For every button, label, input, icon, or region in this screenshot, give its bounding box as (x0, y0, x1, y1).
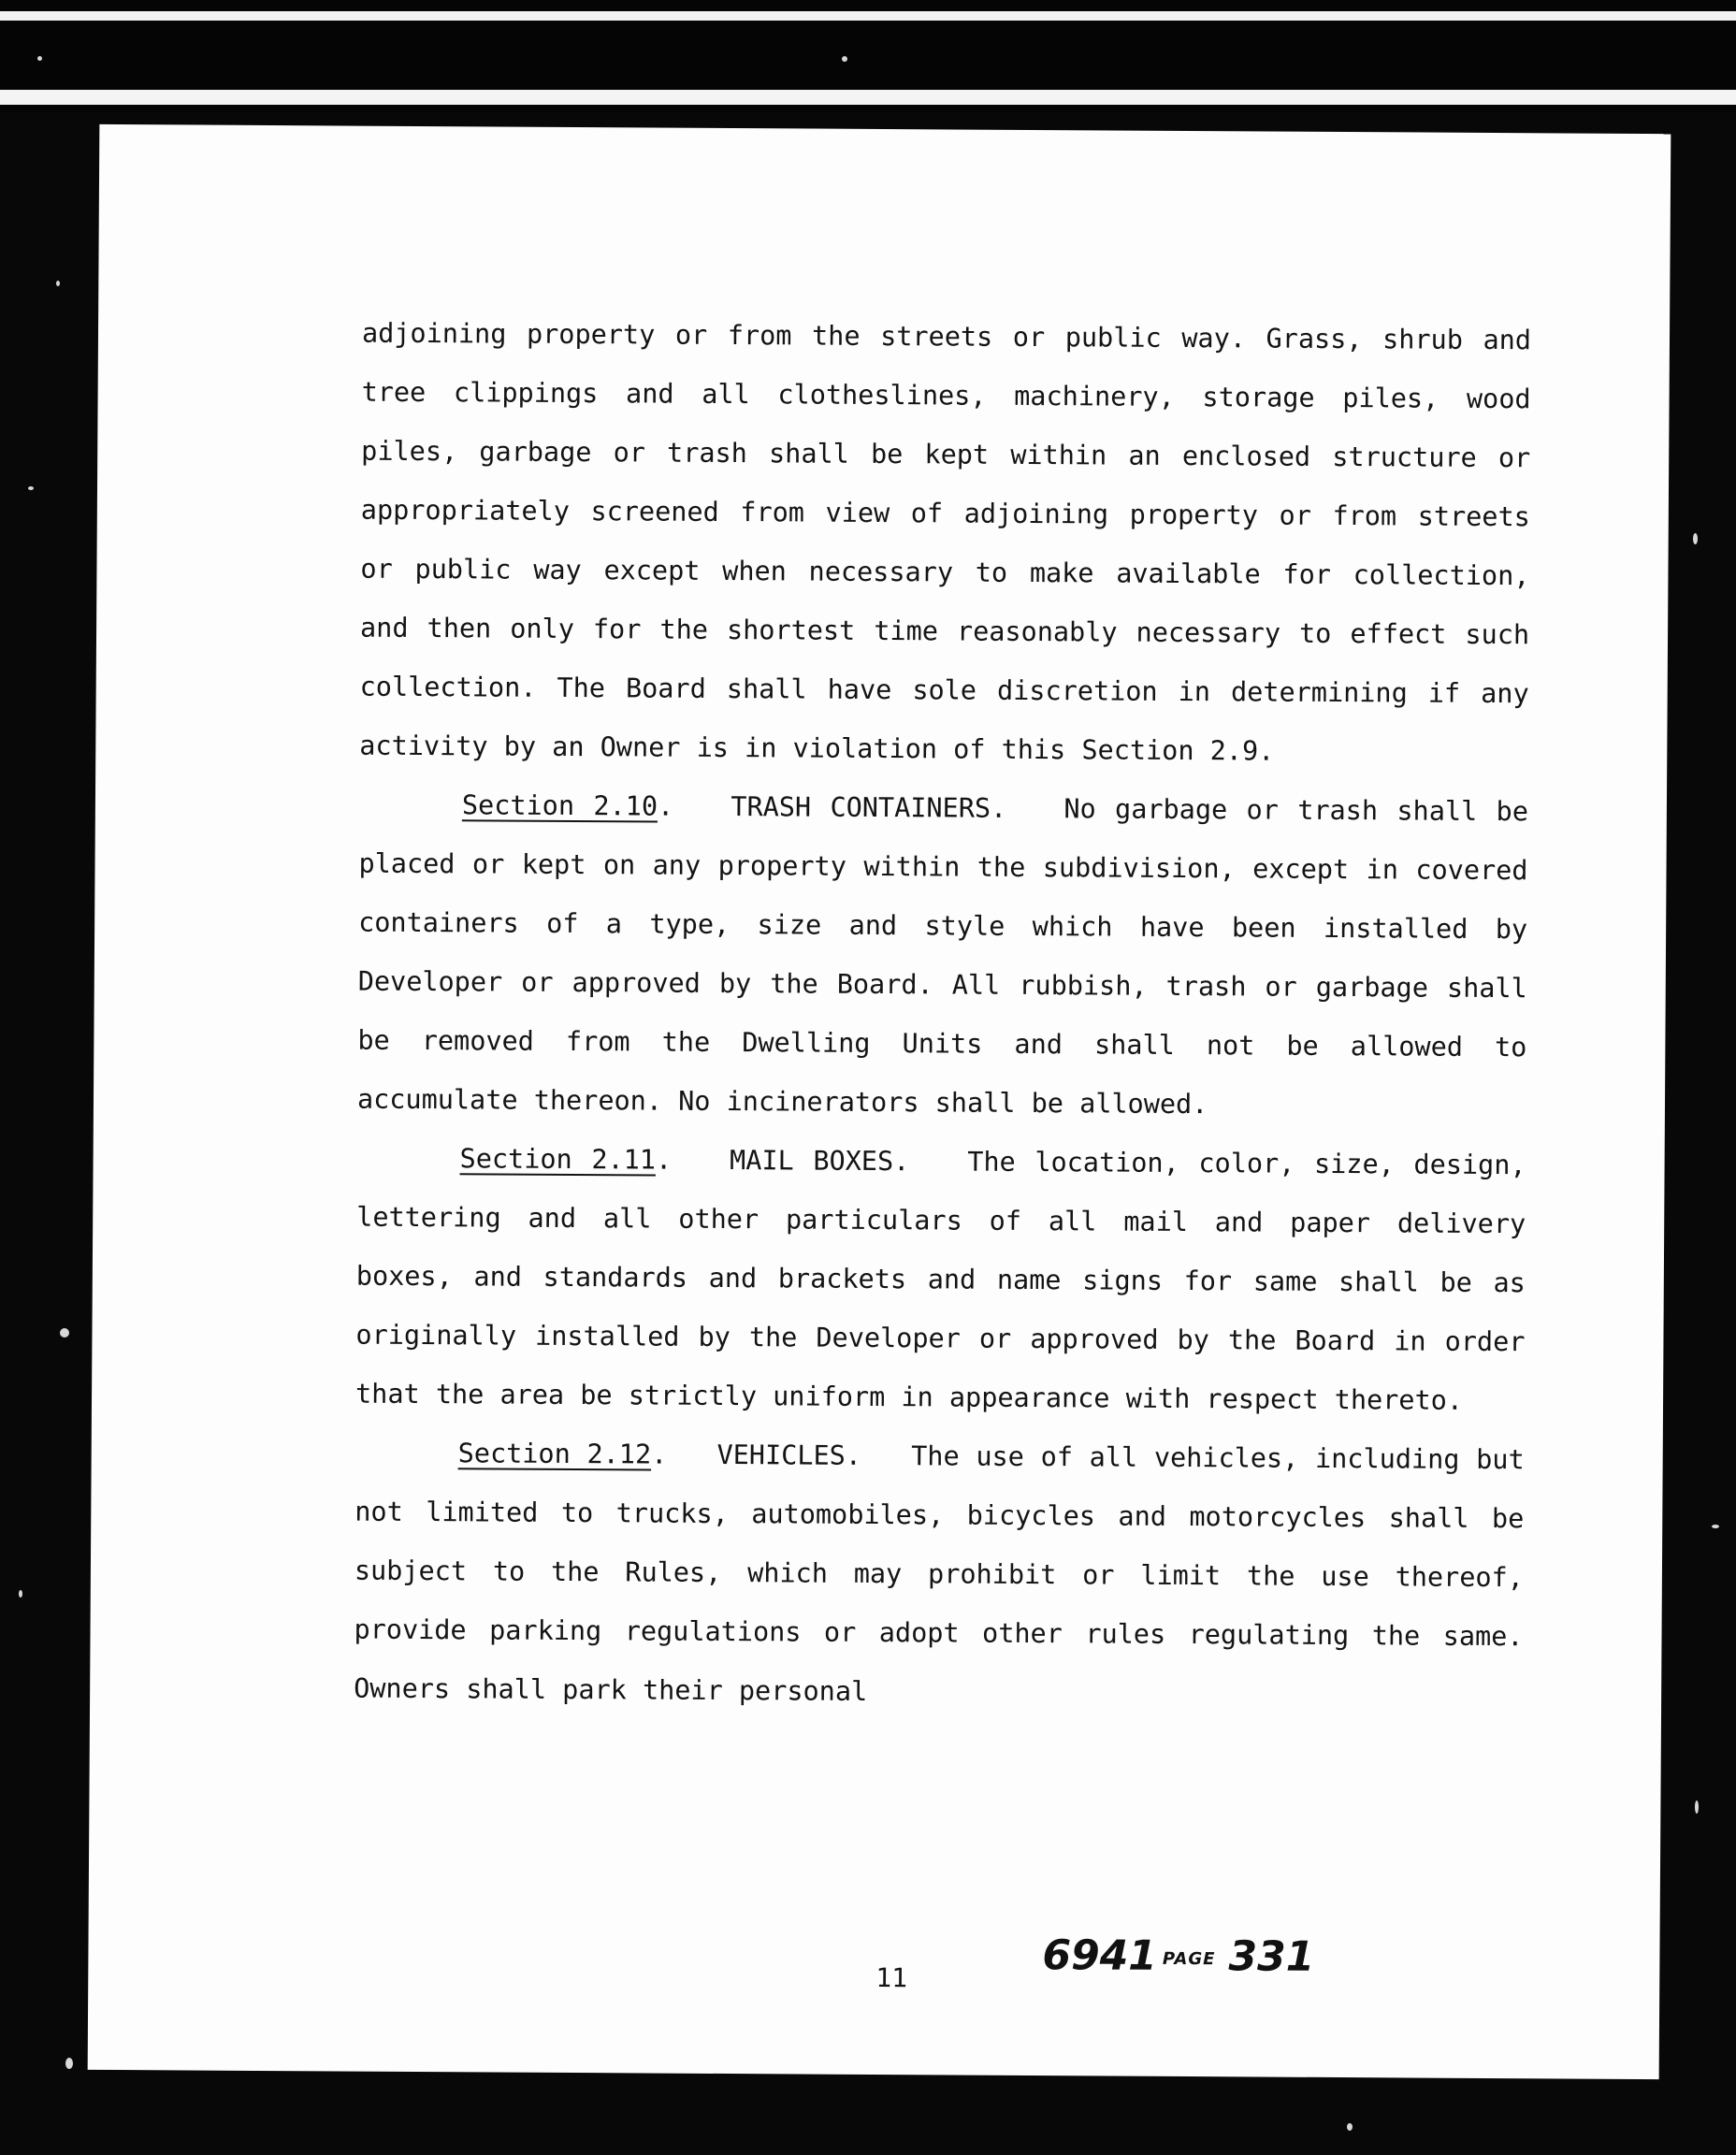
section-title: TRASH CONTAINERS. (731, 791, 1007, 824)
paragraph-text: adjoining property or from the streets or public way. Grass, shrub and tree clippings and all clotheslines, machinery, storage piles, wood piles, garbage or trash shall be kept within an enclosed structure or appropriately screened from view of adjoining property or from streets or public way except when necessary to make available for collection, and then only for the shortest time reasonably necessary to effect such collection. The Board shall have sole discretion in determining if any activity by an Owner is in violation of this Section 2.9. (359, 317, 1532, 767)
scan-speckle (56, 281, 60, 286)
scan-speckle (65, 2058, 73, 2069)
scan-speckle (60, 1328, 69, 1338)
document-body (354, 304, 1531, 1726)
scan-top-line (0, 90, 1736, 105)
section-2-12-paragraph: Section 2.12. VEHICLES. The use of all vehicles, including but not limited to trucks, automobiles, bicycles and motorcycles shall be subject to the Rules, which may prohibit or limit the use thereof, provide parking regulations or adopt other rules regulating the same. Owners shall park their personal (354, 1438, 1525, 1707)
section-title: MAIL BOXES. (729, 1145, 910, 1178)
scan-top-line (0, 11, 1736, 21)
section-heading: Section 2.12 (457, 1438, 652, 1470)
section-2-10-paragraph: Section 2.10. TRASH CONTAINERS. No garbage or trash shall be placed or kept on any property within the subdivision, except in covered containers of a type, size and style which have been installed by Developer or approved by the Board. All rubbish, trash or garbage shall be removed from the Dwelling Units and shall not be allowed to accumulate thereon. No incinerators shall be allowed. (356, 789, 1529, 1121)
scan-speckle (28, 486, 34, 490)
stamp-book-number: 6941 (1042, 1931, 1158, 1980)
stamp-page-number: 331 (1228, 1932, 1315, 1981)
section-text: The location, color, size, design, lettering and all other particulars of all mail and paper delivery boxes, and standards and brackets and name signs for same shall be as originally installed by the Developer or approved by the Board in order that the area be strictly uniform in appearance with respect thereto. (354, 1146, 1526, 1416)
section-heading: Section 2.11 (459, 1143, 657, 1176)
section-heading: Section 2.10 (461, 789, 658, 822)
scan-speckle (1695, 1801, 1699, 1814)
scanned-page (88, 124, 1671, 2079)
section-text: The use of all vehicles, including but not limited to trucks, automobiles, bicycles and motorcycles shall be subject to the Rules, which may prohibit or limit the use thereof, provide parking regulations or adopt other rules regulating the same. Owners shall park their personal (354, 1440, 1525, 1707)
scan-speckle (37, 56, 42, 61)
section-2-11-paragraph: Section 2.11. MAIL BOXES. The location, color, size, design, lettering and all other particulars of all mail and paper delivery boxes, and standards and brackets and name signs for same shall be as originally installed by the Developer or approved by the Board in order that the area be strictly uniform in appearance with respect thereto. (354, 1143, 1526, 1416)
scan-speckle (19, 1590, 22, 1598)
scan-speckle (1693, 533, 1698, 544)
scan-speckle (842, 56, 847, 62)
recording-stamp (1042, 1931, 1314, 1981)
page-number: 11 (875, 1961, 908, 1994)
scan-speckle (1347, 2123, 1353, 2131)
section-text: No garbage or trash shall be placed or kept on any property within the subdivision, except in covered containers of a type, size and style which have been installed by Developer or approved by the Board. All rubbish, trash or garbage shall be removed from the Dwelling Units and shall not be allowed to accumulate thereon. No incinerators shall be allowed. (356, 793, 1529, 1121)
scan-speckle (1712, 1525, 1719, 1528)
paragraph-continuation (359, 304, 1531, 783)
section-title: VEHICLES. (716, 1439, 862, 1471)
stamp-page-word: PAGE (1162, 1948, 1216, 1969)
